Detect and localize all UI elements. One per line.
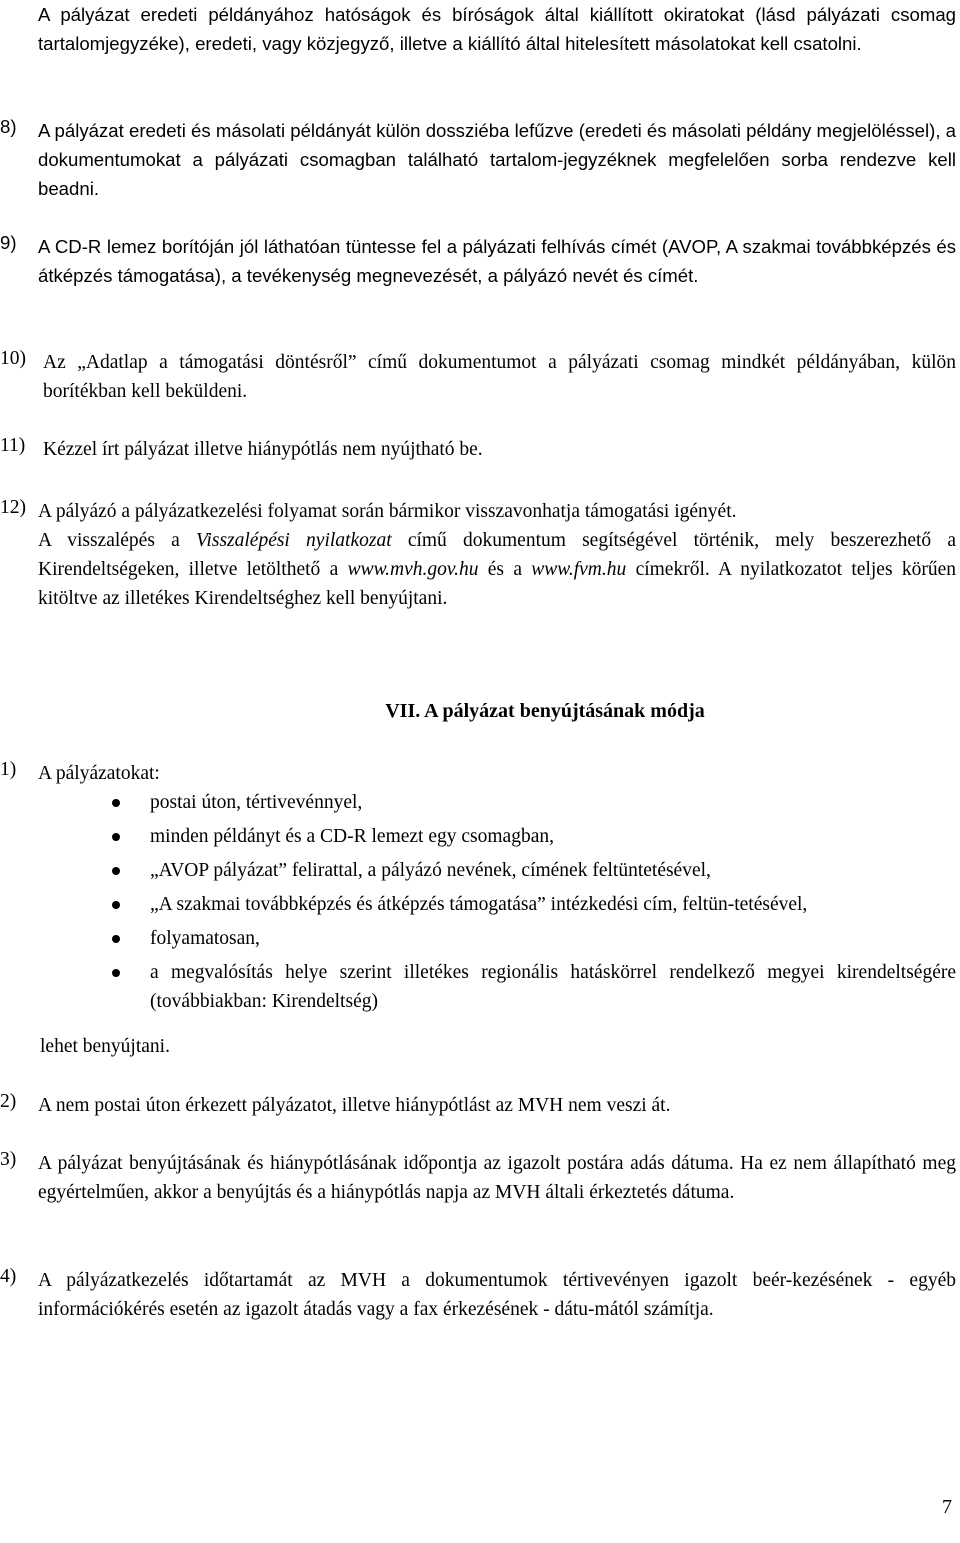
section-heading: VII. A pályázat benyújtásának módja: [385, 700, 705, 722]
url-fvm: www.fvm.hu: [531, 559, 627, 580]
item-number: 1): [0, 759, 17, 780]
item-text: A pályázatkezelés időtartamát az MVH a dokumentumok tértivevényen igazolt beér-kezésének - egyéb információkérés esetén az igazolt átadás vagy a fax érkezésének - dátu-mától számítja.: [38, 1270, 956, 1320]
item-text: A nem postai úton érkezett pályázatot, illetve hiánypótlást az MVH nem veszi át.: [38, 1095, 671, 1116]
bullet-item: postai úton, tértivevénnyel,: [150, 788, 956, 817]
page-number: 7: [942, 1496, 952, 1518]
item-number: 9): [0, 232, 17, 253]
intro-paragraph: A pályázat eredeti példányához hatóságok és bíróságok által kiállított okiratokat (lásd pályázati csomag tartalomjegyzéke), eredeti, vagy közjegyző, illetve a kiállító által hitelesített másolatokat kell csatolni.: [38, 4, 956, 54]
item-text: Az „Adatlap a támogatási döntésről” című dokumentumot a pályázati csomag mindkét példányában, külön borítékban kell beküldeni.: [43, 352, 956, 402]
item-1-tail: lehet benyújtani.: [40, 1036, 170, 1057]
bullet-item: „AVOP pályázat” felirattal, a pályázó nevének, címének feltüntetésével,: [150, 856, 956, 885]
url-mvh: www.mvh.gov.hu: [347, 559, 479, 580]
item-number: 8): [0, 116, 17, 137]
bullet-list: [150, 788, 956, 1021]
item-text: A pályázat benyújtásának és hiánypótlásának időpontja az igazolt postára adás dátuma. Ha ez nem állapítható meg egyértelműen, akkor a benyújtás és a hiánypótlás napja az MVH általi érkeztetés dátuma.: [38, 1153, 956, 1203]
item-text: Kézzel írt pályázat illetve hiánypótlás nem nyújtható be.: [43, 439, 483, 460]
item-number: 2): [0, 1091, 17, 1112]
bullet-item: „A szakmai továbbképzés és átképzés támogatása” intézkedési cím, feltün-tetésével,: [150, 890, 956, 919]
item-number: 10): [0, 348, 26, 369]
item-text: A CD-R lemez borítóján jól láthatóan tüntesse fel a pályázati felhívás címét (AVOP, A szakmai továbbképzés és átképzés támogatása), a tevékenység megnevezését, a pályázó nevét és címét.: [38, 236, 956, 286]
bullet-item: a megvalósítás helye szerint illetékes regionális hatáskörrel rendelkező megyei kirendeltségére (továbbiakban: Kirendeltség): [150, 958, 956, 1016]
item-12-paragraph: A visszalépés a Visszalépési nyilatkozat című dokumentum segítségével történik, mely beszerezhető a Kirendeltségeken, illetve letölthető a www.mvh.gov.hu és a www.fvm.hu címekről. A nyilatkozatot teljes körűen kitöltve az illetékes Kirendeltséghez kell benyújtani.: [38, 530, 957, 609]
item-number: 4): [0, 1266, 17, 1287]
item-text: A pályázat eredeti és másolati példányát külön dossziéba lefűzve (eredeti és másolati példány megjelöléssel), a dokumentumokat a pályázati csomagban található tartalom-jegyzéknek megfelelően sorba rendezve kell beadni.: [38, 120, 956, 199]
item-lead: A pályázatokat:: [38, 763, 160, 784]
bullet-item: folyamatosan,: [150, 924, 956, 953]
item-number: 3): [0, 1149, 17, 1170]
item-number: 12): [0, 497, 26, 518]
item-number: 11): [0, 435, 26, 456]
form-title: Visszalépési nyilatkozat: [195, 530, 392, 551]
item-line-1: A pályázó a pályázatkezelési folyamat során bármikor visszavonhatja támogatási igényét.: [38, 501, 737, 522]
bullet-item: minden példányt és a CD-R lemezt egy csomagban,: [150, 822, 956, 851]
